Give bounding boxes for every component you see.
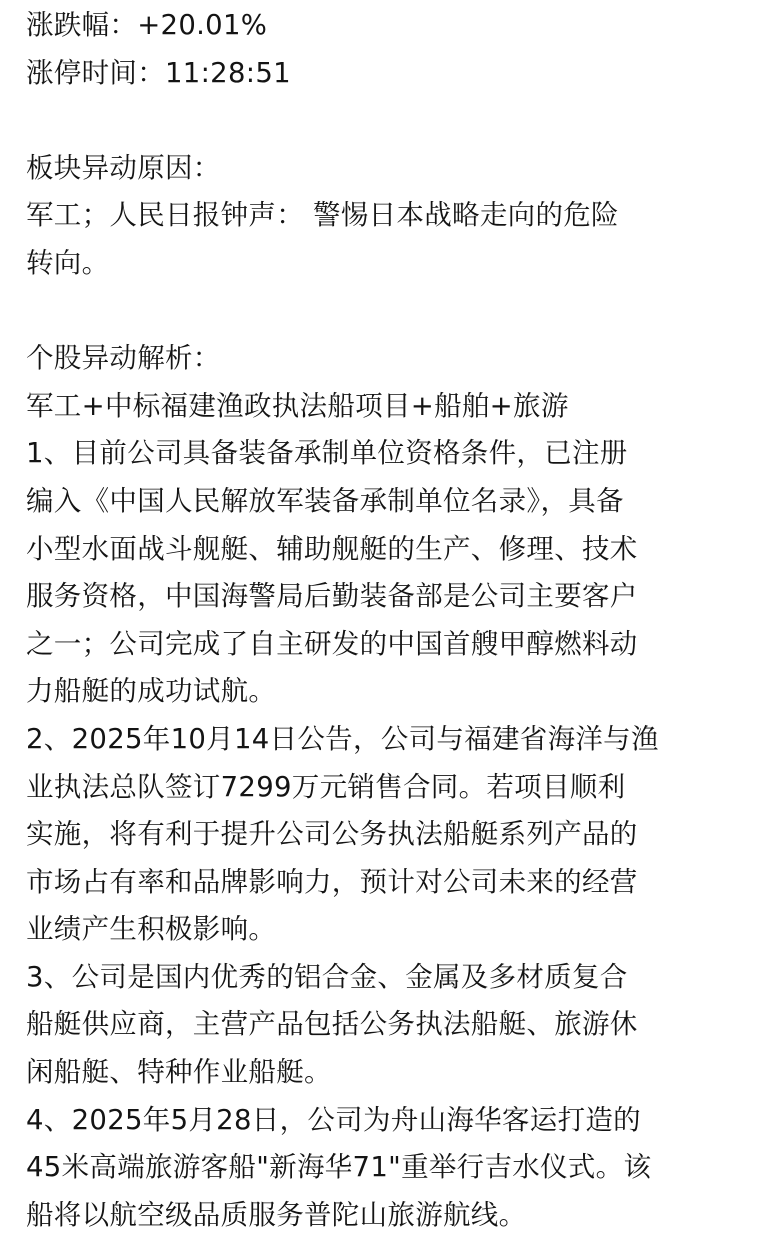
analysis-heading: 个股异动解析： — [26, 342, 221, 375]
point-line: 小型水面战斗舰艇、辅助舰艇的生产、修理、技术 — [26, 532, 638, 565]
point-line: 市场占有率和品牌影响力，预计对公司未来的经营 — [26, 865, 638, 898]
point-line: 4、2025年5月28日，公司为舟山海华客运打造的 — [26, 1103, 641, 1136]
point-line: 船艇供应商，主营产品包括公务执法船艇、旅游休 — [26, 1008, 638, 1041]
analysis-summary: 军工+中标福建渔政执法船项目+船舶+旅游 — [26, 389, 569, 422]
point-line: 业绩产生积极影响。 — [26, 913, 277, 946]
spacer — [26, 97, 742, 145]
point-line: 业执法总队签订7299万元销售合同。若项目顺利 — [26, 770, 626, 803]
sector-heading: 板块异动原因： — [26, 151, 221, 184]
point-line: 2、2025年10月14日公告，公司与福建省海洋与渔 — [26, 722, 659, 755]
point-line: 之一；公司完成了自主研发的中国首艘甲醇燃料动 — [26, 627, 638, 660]
point-line: 闲船艇、特种作业船艇。 — [26, 1056, 332, 1089]
change-percent-line: 涨跌幅：+20.01% — [26, 9, 268, 41]
point-line: 45米高端旅游客船"新海华71"重举行吉水仪式。该 — [26, 1151, 652, 1184]
point-line: 服务资格，中国海警局后勤装备部是公司主要客户 — [26, 580, 638, 613]
analysis-point-2 — [26, 716, 742, 954]
point-line: 编入《中国人民解放军装备承制单位名录》，具备 — [26, 484, 624, 517]
point-line: 船将以航空级品质服务普陀山旅游航线。 — [26, 1198, 527, 1231]
point-line: 实施，将有利于提升公司公务执法船艇系列产品的 — [26, 818, 638, 851]
point-line: 力船艇的成功试航。 — [26, 675, 277, 708]
analysis-point-4 — [26, 1097, 742, 1239]
point-line: 3、公司是国内优秀的铝合金、金属及多材质复合 — [26, 960, 628, 993]
spacer — [26, 288, 742, 336]
point-line: 1、目前公司具备装备承制单位资格条件，已注册 — [26, 437, 628, 470]
analysis-point-1 — [26, 430, 742, 716]
sector-reason-line: 转向。 — [26, 246, 110, 279]
analysis-point-3 — [26, 954, 742, 1097]
limit-up-time-line: 涨停时间：11:28:51 — [26, 56, 291, 89]
sector-reason-line: 军工；人民日报钟声： 警惕日本战略走向的危险 — [26, 199, 619, 232]
